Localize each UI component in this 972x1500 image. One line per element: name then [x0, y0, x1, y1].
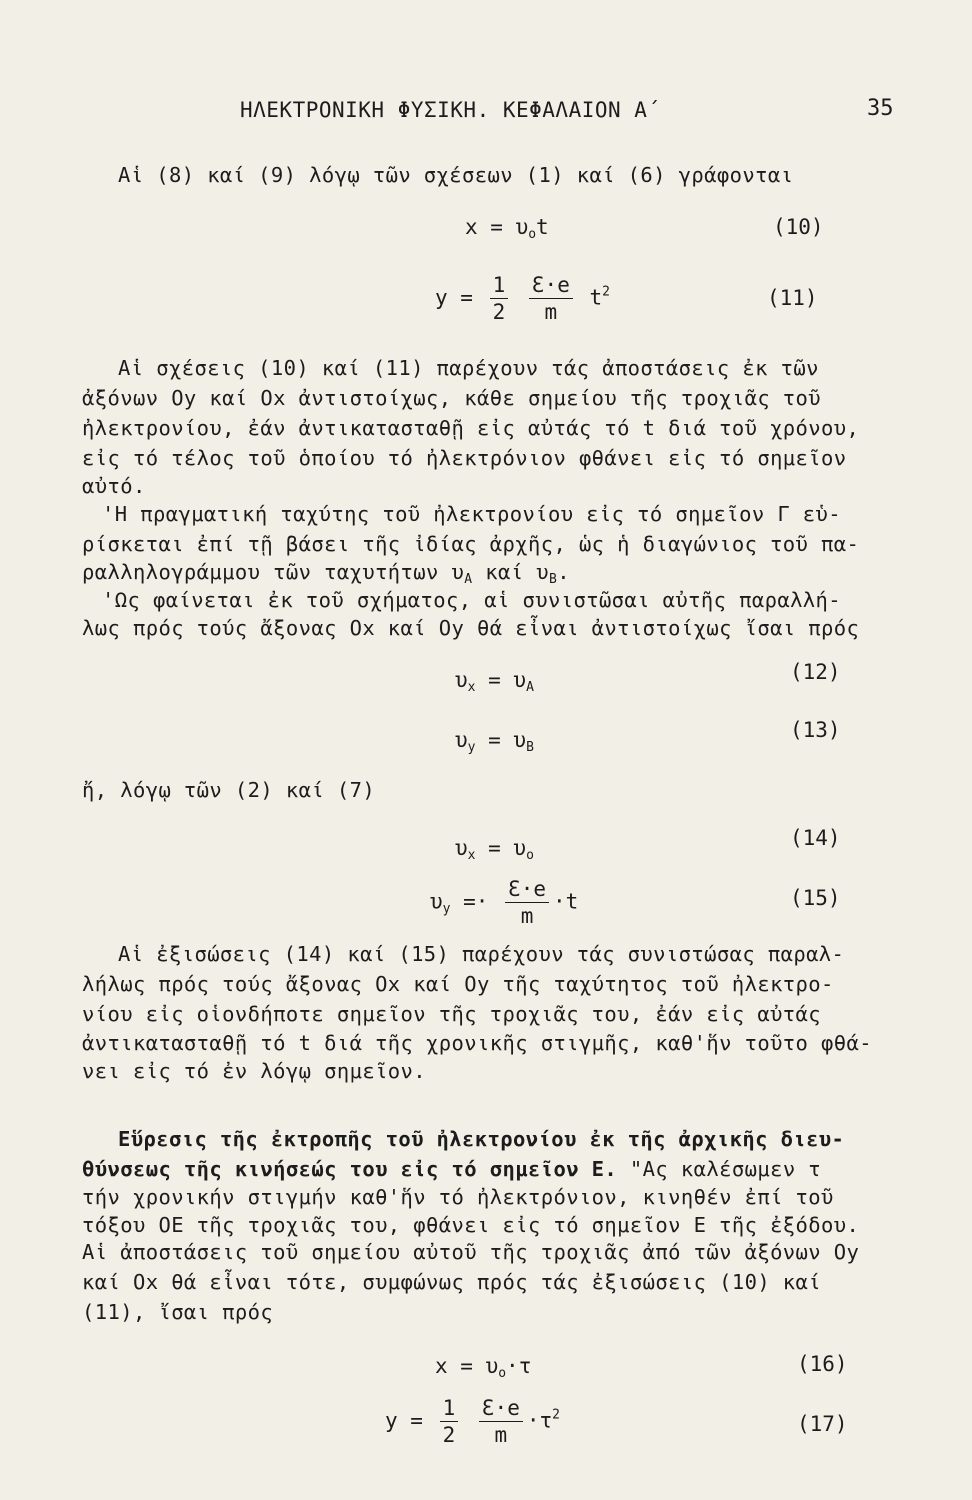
- page-number: 35: [867, 96, 894, 121]
- paragraph-line: νει εἰς τό ἐν λόγῳ σημεῖον.: [82, 1059, 427, 1083]
- equation-number: (14): [790, 826, 841, 850]
- paragraph-line: Αἱ ἐξισώσεις (14) καί (15) παρέχουν τάς συνιστώσας παραλ-: [118, 942, 845, 966]
- paragraph-line: ραλληλογράμμου τῶν ταχυτήτων $\upsilon_A$ καί $\upsilon_B$.: [82, 560, 570, 587]
- paragraph-line: τόξου ΟΕ τῆς τροχιᾶς του, φθάνει εἰς τό σημεῖον Ε τῆς ἐξόδου.: [82, 1213, 860, 1237]
- equation-14: $\upsilon_x = \upsilon_o$: [455, 836, 534, 863]
- paragraph-line: ἤ, λόγῳ τῶν (2) καί (7): [82, 778, 376, 802]
- paragraph-line: αὐτό.: [82, 474, 146, 498]
- paragraph-line: λως πρός τούς ἄξονας Οx καί Οy θά εἶναι ἀντιστοίχως ἴσαι πρός: [82, 616, 860, 640]
- equation-13: $\upsilon_y = \upsilon_B$: [455, 728, 534, 755]
- paragraph-line: Αἱ σχέσεις (10) καί (11) παρέχουν τάς ἀποστάσεις ἐκ τῶν: [118, 356, 819, 380]
- equation-number: (11): [767, 286, 818, 310]
- paragraph-line: (11), ἴσαι πρός: [82, 1300, 274, 1324]
- equation-16: $x = \upsilon_o\cdot\tau$: [435, 1354, 532, 1381]
- equation-number: (13): [790, 718, 841, 742]
- running-header: ΗΛΕΚΤΡΟΝΙΚΗ ΦΥΣΙΚΗ. ΚΕΦΑΛΑΙΟΝ Α΄: [240, 98, 661, 122]
- equation-number: (16): [797, 1352, 848, 1376]
- equation-12: $\upsilon_x = \upsilon_A$: [455, 668, 534, 695]
- paragraph-line: Αἱ (8) καί (9) λόγῳ τῶν σχέσεων (1) καί (6) γράφονται: [118, 163, 794, 187]
- paragraph-line: τήν χρονικήν στιγμήν καθ'ἥν τό ἠλεκτρόνιον, κινηθέν ἐπί τοῦ: [82, 1185, 834, 1209]
- paragraph-line: Αἱ ἀποστάσεις τοῦ σημείου αὐτοῦ τῆς τροχιᾶς ἀπό τῶν ἀξόνων Οy: [82, 1240, 860, 1264]
- section-heading: Εὕρεσις τῆς ἐκτροπῆς τοῦ ἠλεκτρονίου ἐκ τῆς ἀρχικῆς διευ-: [118, 1127, 845, 1151]
- paragraph-line: θύνσεως τῆς κινήσεώς του εἰς τό σημεῖον Ε. "Ας καλέσωμεν τ: [82, 1157, 822, 1181]
- equation-number: (10): [773, 215, 824, 239]
- equation-17: y = $\frac{1}{2}$ $\frac{Ɛ\cdot e}{m}$ $\cdot\tau^2$: [385, 1396, 560, 1447]
- paragraph-line: καί Οx θά εἶναι τότε, συμφώνως πρός τάς ἐξισώσεις (10) καί: [82, 1270, 822, 1294]
- paragraph-line: 'Ως φαίνεται ἐκ τοῦ σχήματος, αἱ συνιστῶσαι αὐτῆς παραλλή-: [102, 588, 842, 612]
- paragraph-line: ἀξόνων Οy καί Οx ἀντιστοίχως, κάθε σημείου τῆς τροχιᾶς τοῦ: [82, 386, 822, 410]
- equation-number: (12): [790, 660, 841, 684]
- paragraph-line: νίου εἰς οἱονδήποτε σημεῖον τῆς τροχιᾶς του, ἐάν εἰς αὐτάς: [82, 1002, 822, 1026]
- paragraph-line: ἠλεκτρονίου, ἐάν ἀντικατασταθῇ εἰς αὐτάς τό t διά τοῦ χρόνου,: [82, 416, 860, 440]
- paragraph-line: εἰς τό τέλος τοῦ ὁποίου τό ἠλεκτρόνιον φθάνει εἰς τό σημεῖον: [82, 446, 847, 470]
- paragraph-line: ἀντικατασταθῇ τό t διά τῆς χρονικῆς στιγμῆς, καθ'ἥν τοῦτο φθά-: [82, 1031, 873, 1055]
- section-heading: θύνσεως τῆς κινήσεώς του εἰς τό σημεῖον Ε.: [82, 1157, 618, 1181]
- equation-number: (17): [797, 1412, 848, 1436]
- paragraph-line: 'Η πραγματική ταχύτης τοῦ ἠλεκτρονίου εἰς τό σημεῖον Γ εὑ-: [102, 502, 842, 526]
- equation-10: $x = \upsilon_ot$: [465, 215, 549, 242]
- paragraph-line: λήλως πρός τούς ἄξονας Οx καί Οy τῆς ταχύτητος τοῦ ἠλεκτρο-: [82, 972, 834, 996]
- equation-15: $\upsilon_y$ =· $\frac{Ɛ\cdot e}{m}$ ·t: [430, 877, 579, 928]
- paragraph-line: ρίσκεται ἐπί τῇ βάσει τῆς ἰδίας ἀρχῆς, ὡς ἡ διαγώνιος τοῦ πα-: [82, 532, 860, 556]
- equation-number: (15): [790, 886, 841, 910]
- equation-11: y = $\frac{1}{2}$ $\frac{Ɛ\cdot e}{m}$ $t^2$: [435, 273, 610, 324]
